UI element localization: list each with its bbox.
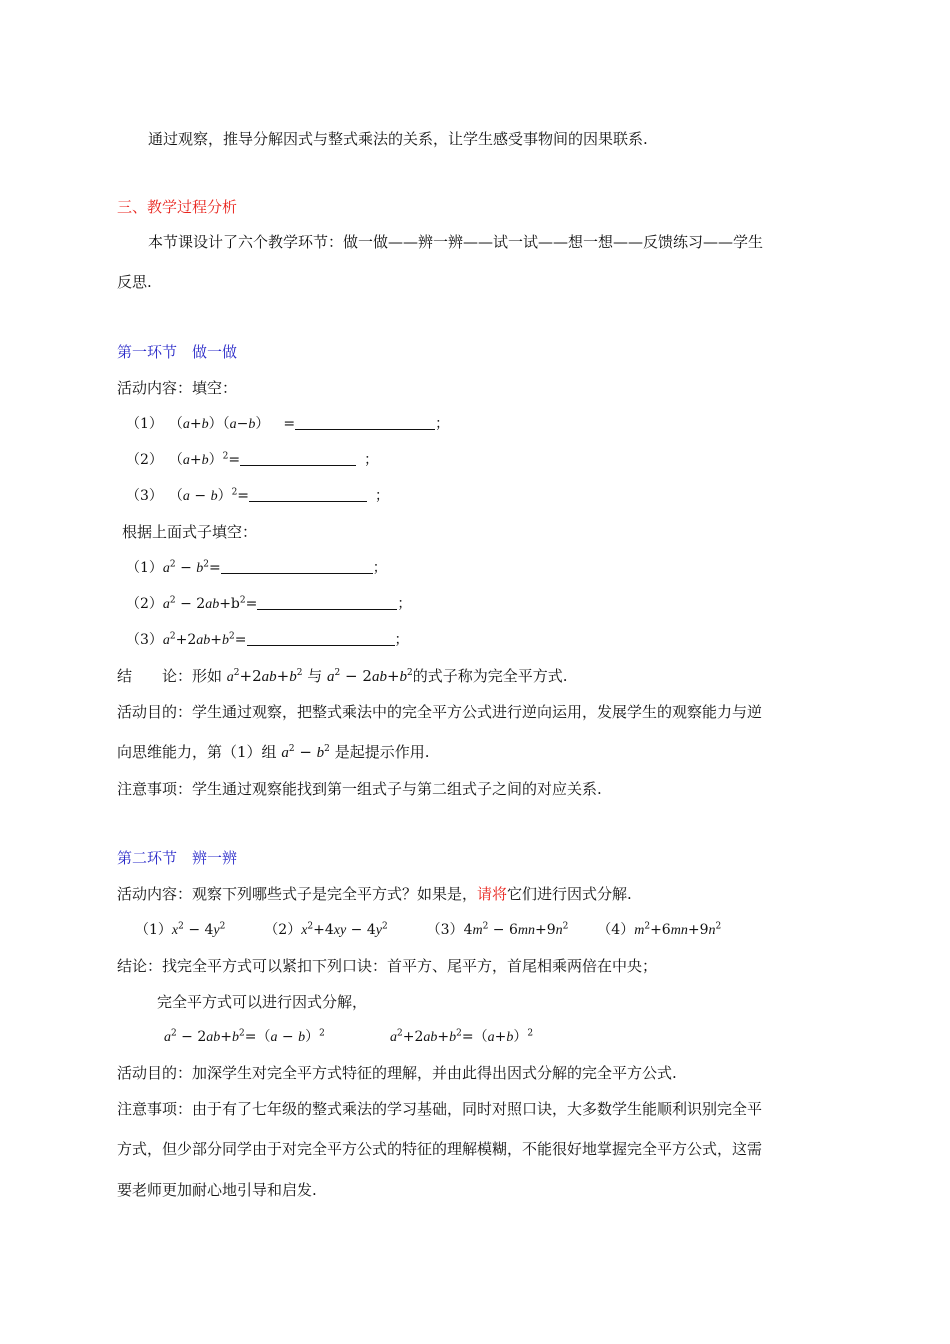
stage2-note-line3: 要老师更加耐心地引导和启发. — [117, 1181, 317, 1199]
stage2-note-line1: 注意事项：由于有了七年级的整式乘法的学习基础，同时对照口诀，大多数学生能顺利识别完全平 — [117, 1100, 763, 1118]
stage2-goal: 活动目的：加深学生对完全平方式特征的理解，并由此得出因式分解的完全平方公式. — [117, 1064, 677, 1082]
item-number: （3） — [426, 922, 464, 938]
fill-item-number: （3） — [126, 488, 163, 504]
stage1-conclusion: 结 论：形如 $a^2+2ab+b^2$ 与 $a^2 - 2ab+b^2$的式子称为完全平方式. — [117, 667, 568, 685]
answer-blank — [247, 631, 395, 646]
fill-item-number: （3） — [126, 632, 163, 648]
stage2-note-line2: 方式，但少部分同学由于对完全平方公式的特征的理解模糊，不能很好地掌握完全平方公式，这需 — [117, 1140, 763, 1158]
section-paragraph-line2: 反思. — [117, 273, 152, 291]
conclusion-end: 的式子称为完全平方式. — [412, 667, 568, 685]
item-number: （1） — [135, 922, 172, 938]
stage2-heading: 第二环节 辨一辨 — [117, 849, 238, 867]
answer-blank — [257, 595, 397, 610]
stage2-sub: 完全平方式可以进行因式分解， — [157, 993, 368, 1011]
intro-paragraph: 通过观察，推导分解因式与整式乘法的关系，让学生感受事物间的因果联系. — [148, 130, 648, 148]
stage2-items: $(1)x^2 - 4y^2$ $(2)x^2+4xy - 4y^2$ $(3)4m^2 - 6mn+9n^2$ $(4)m^2+6mn+9n^2$ — [135, 921, 722, 938]
stage1-heading: 第一环节 做一做 — [117, 343, 238, 361]
fill-item2-1: $(1)a^2 - b^2=$ ； — [126, 559, 387, 576]
goal-line2-start: 向思维能力，第（1）组 — [117, 743, 277, 761]
stage1-goal-line1: 活动目的：学生通过观察，把整式乘法中的完全平方公式进行逆向运用，发展学生的观察能力与逆 — [117, 703, 763, 721]
stage2-content — [117, 884, 632, 904]
fill-item-2: （2） $(a+b)^2=$ ； — [126, 451, 379, 468]
fill-item2-2: $(2)a^2 - 2ab+b^2=$ ； — [126, 595, 412, 612]
fill-item-number: （2） — [126, 596, 163, 612]
content-start: 活动内容：观察下列哪些式子是完全平方式？如果是， — [117, 885, 478, 903]
formula-plus: $a^2+2ab+b^2=(a+b)^2$ — [390, 1028, 534, 1045]
goal-line2-end: 是起提示作用. — [334, 743, 430, 761]
section-paragraph-line1: 本节课设计了六个教学环节：做一做——辨一辨——试一试——想一想——反馈练习——学生 — [148, 233, 764, 251]
formula-minus: $a^2 - 2ab+b^2=(a - b)^2$ — [164, 1028, 325, 1045]
stage1-content-label: 活动内容：填空： — [117, 379, 238, 397]
answer-blank — [240, 451, 356, 466]
answer-blank — [249, 487, 367, 502]
stage1-goal-line2: 向思维能力，第（1）组 $a^2 - b^2$ 是起提示作用. — [117, 743, 430, 761]
fill-item2-3: $(3)a^2+2ab+b^2=$ ； — [126, 631, 409, 648]
fill-item-number: （1） — [126, 560, 163, 576]
answer-blank — [295, 415, 435, 430]
conclusion-connector: 与 — [307, 667, 323, 685]
fill-item-number: （2） — [126, 452, 163, 468]
fill-item-number: （1） — [126, 416, 163, 432]
content-end: 它们进行因式分解. — [507, 885, 632, 903]
answer-blank — [221, 559, 373, 574]
conclusion-label: 结 论：形如 — [117, 667, 223, 685]
stage1-sub-label: 根据上面式子填空： — [122, 523, 258, 541]
content-highlight: 请将 — [477, 885, 508, 903]
fill-item-1: （1） （a+b）（a−b） = ； — [126, 416, 450, 432]
item-number: （4） — [597, 922, 635, 938]
item-number: （2） — [264, 922, 302, 938]
fill-item-3: （3） $(a - b)^2=$ ； — [126, 487, 390, 504]
stage2-conclusion: 结论：找完全平方式可以紧扣下列口诀：首平方、尾平方，首尾相乘两倍在中央； — [117, 957, 658, 975]
section-heading-process-analysis: 三、教学过程分析 — [117, 198, 238, 216]
stage1-note: 注意事项：学生通过观察能找到第一组式子与第二组式子之间的对应关系. — [117, 780, 602, 798]
